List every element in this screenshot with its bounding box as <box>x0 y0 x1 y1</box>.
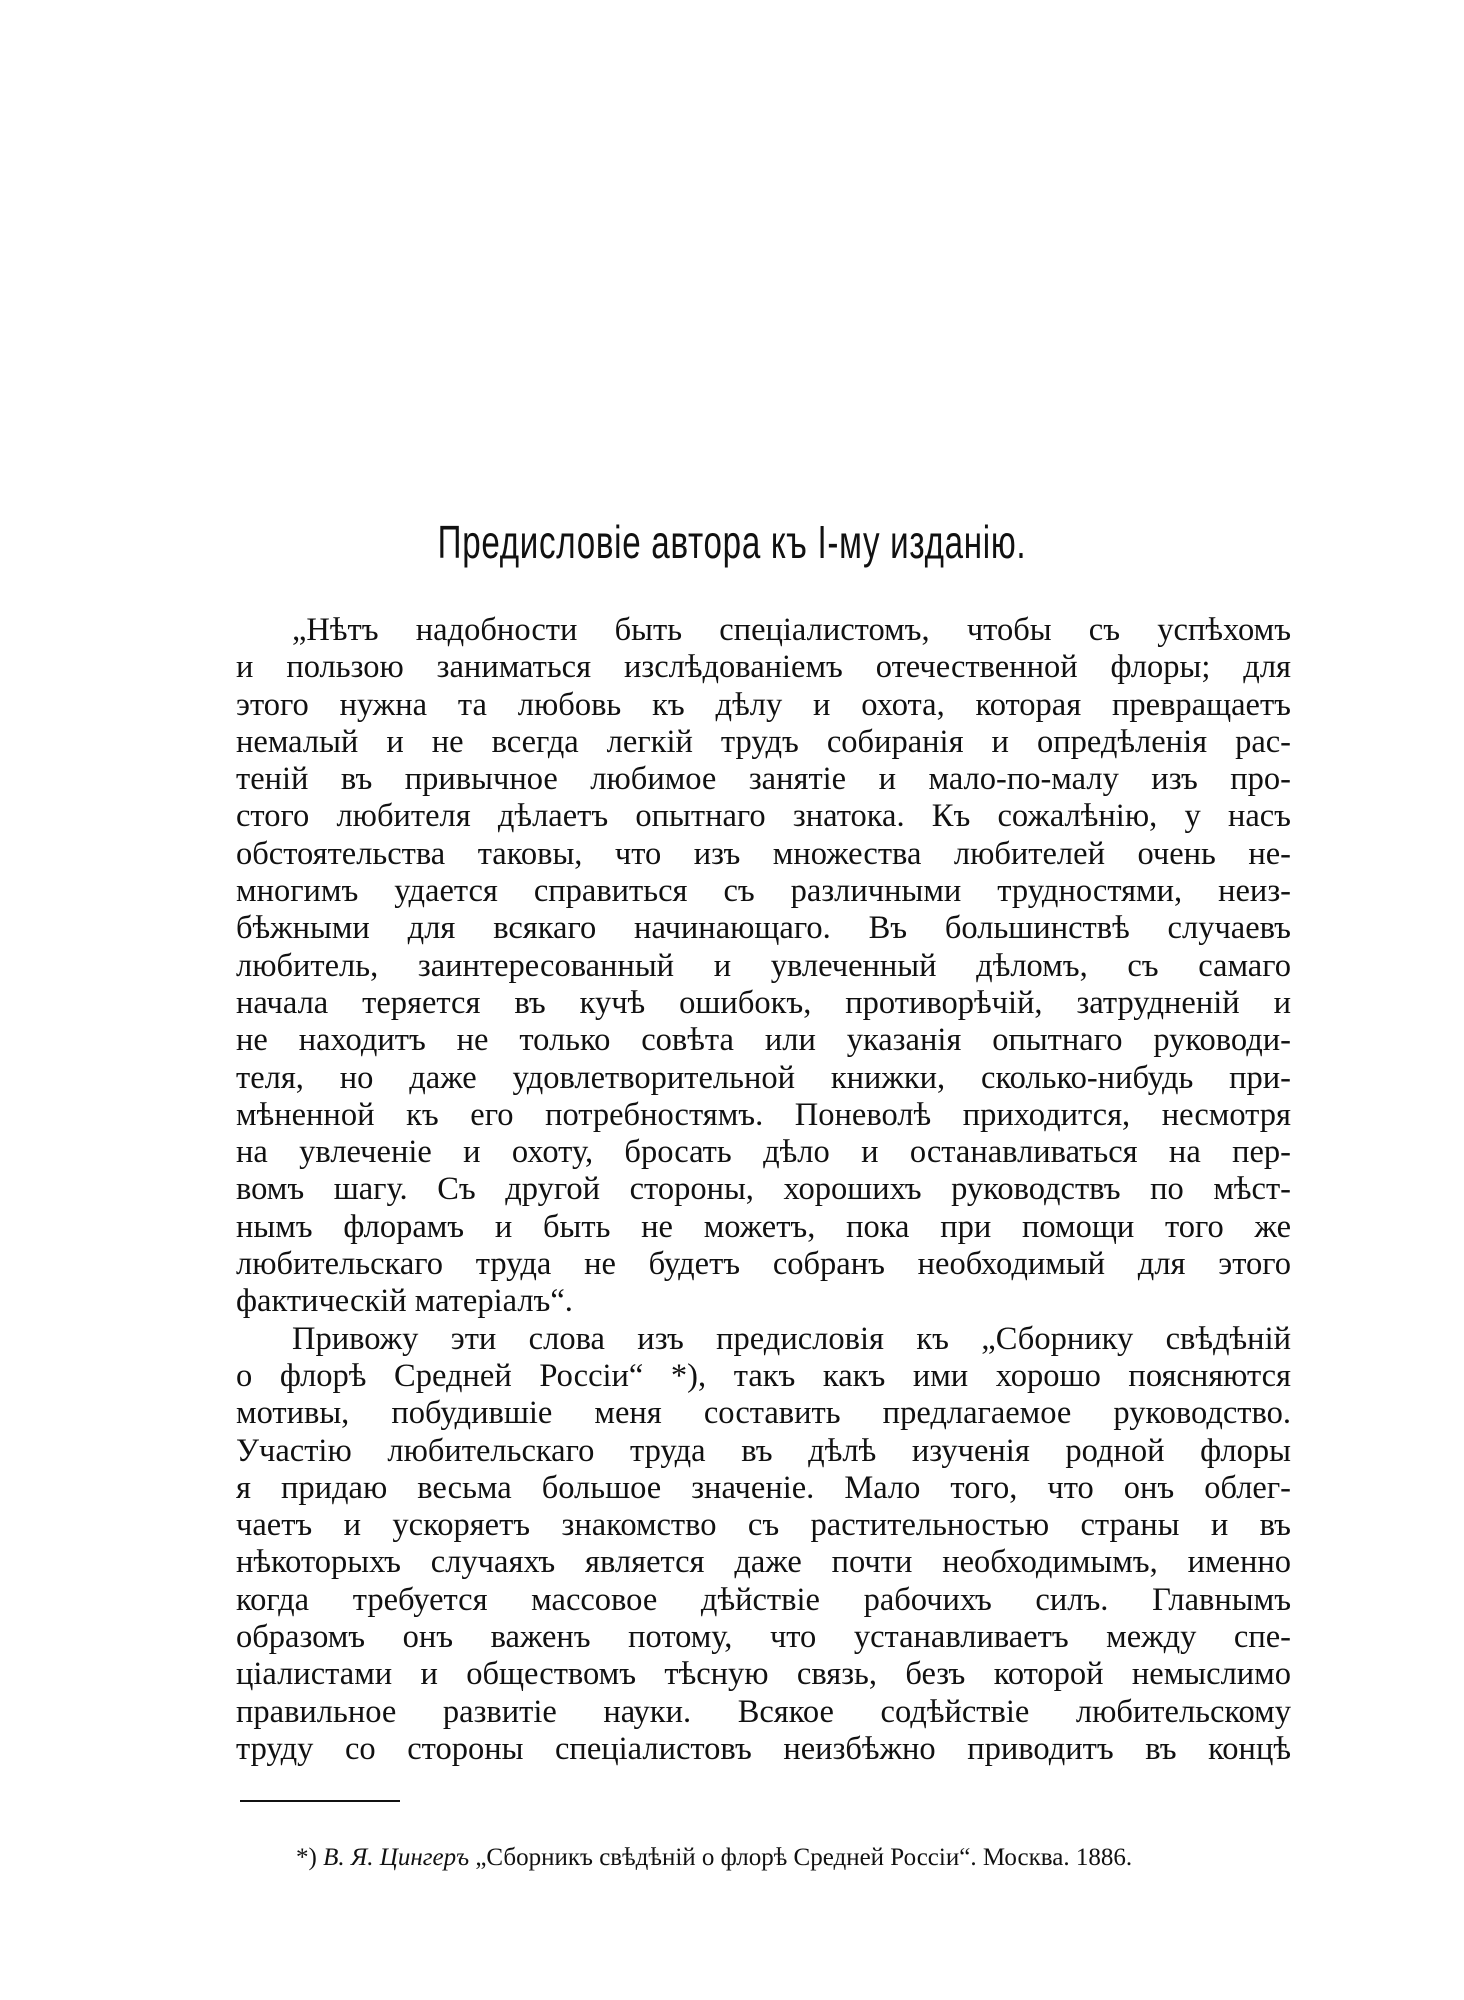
text-line: „Нѣтъ надобности быть спеціалистомъ, чтобы съ успѣхомъ <box>292 612 1291 648</box>
text-line: Привожу эти слова изъ предисловія къ „Сборнику свѣдѣній <box>292 1320 1291 1357</box>
text-line: ціалистами и обществомъ тѣсную связь, безъ которой немыслимо <box>236 1656 1291 1693</box>
text-line: Участію любительскаго труда въ дѣлѣ изученія родной флоры <box>236 1432 1291 1469</box>
footnote-text: „Сборникъ свѣдѣній о флорѣ Средней Россіи“. Москва. 1886. <box>469 1844 1133 1871</box>
text-line: не находитъ не только совѣта или указанія опытнаго руководи- <box>236 1022 1291 1059</box>
text-line: на увлеченіе и охоту, бросать дѣло и останавливаться на пер- <box>236 1134 1291 1171</box>
text-line: многимъ удается справиться съ различными трудностями, неиз- <box>236 873 1291 910</box>
paragraph-1 <box>236 612 1291 1321</box>
text-line: чаетъ и ускоряетъ знакомство съ растительностью страны и въ <box>236 1507 1291 1544</box>
text-line: начала теряется въ кучѣ ошибокъ, противорѣчій, затрудненій и <box>236 984 1291 1021</box>
text-line: стого любителя дѣлаетъ опытнаго знатока. Къ сожалѣнію, у насъ <box>236 798 1291 835</box>
text-line: нымъ флорамъ и быть не можетъ, пока при помощи того же <box>236 1208 1291 1245</box>
text-line: теній въ привычное любимое занятіе и мало-по-малу изъ про- <box>236 761 1291 798</box>
footnote-divider <box>240 1800 400 1802</box>
footnote-marker: *) <box>296 1844 324 1871</box>
text-line: нѣкоторыхъ случаяхъ является даже почти необходимымъ, именно <box>236 1544 1291 1581</box>
text-line: о флорѣ Средней Россіи“ *), такъ какъ ими хорошо поясняются <box>236 1357 1291 1394</box>
text-line: и пользою заниматься изслѣдованіемъ отечественной флоры; для <box>236 649 1291 686</box>
text-line: этого нужна та любовь къ дѣлу и охота, которая превращаетъ <box>236 686 1291 723</box>
text-line: образомъ онъ важенъ потому, что устанавливаетъ между спе- <box>236 1619 1291 1656</box>
text-line: труду со стороны спеціалистовъ неизбѣжно приводитъ въ концѣ <box>236 1730 1291 1767</box>
paragraph-2 <box>236 1321 1291 1769</box>
text-line: я придаю весьма большое значеніе. Мало того, что онъ облег- <box>236 1469 1291 1506</box>
body-text <box>236 612 1291 1768</box>
text-line: правильное развитіе науки. Всякое содѣйствіе любительскому <box>236 1693 1291 1730</box>
text-line: фактическій матеріалъ“. <box>236 1283 573 1320</box>
text-line: теля, но даже удовлетворительной книжки, сколько-нибудь при- <box>236 1059 1291 1096</box>
text-line: немалый и не всегда легкій трудъ собиранія и опредѣленія рас- <box>236 723 1291 760</box>
text-line: любительскаго труда не будетъ собранъ необходимый для этого <box>236 1246 1291 1283</box>
text-line: обстоятельства таковы, что изъ множества любителей очень не- <box>236 835 1291 872</box>
text-line: любитель, заинтересованный и увлеченный дѣломъ, съ самаго <box>236 947 1291 984</box>
footnote <box>296 1843 1291 1873</box>
text-line: бѣжными для всякаго начинающаго. Въ большинствѣ случаевъ <box>236 910 1291 947</box>
text-line: вомъ шагу. Съ другой стороны, хорошихъ руководствъ по мѣст- <box>236 1171 1291 1208</box>
text-line: мотивы, побудившіе меня составить предлагаемое руководство. <box>236 1395 1291 1432</box>
footnote-author: В. Я. Цингеръ <box>323 1844 470 1871</box>
text-line: мѣненной къ его потребностямъ. Поневолѣ приходится, несмотря <box>236 1096 1291 1133</box>
page-heading: Предисловіе автора къ І-му изданію. <box>437 516 1027 568</box>
text-line: когда требуется массовое дѣйствіе рабочихъ силъ. Главнымъ <box>236 1581 1291 1618</box>
